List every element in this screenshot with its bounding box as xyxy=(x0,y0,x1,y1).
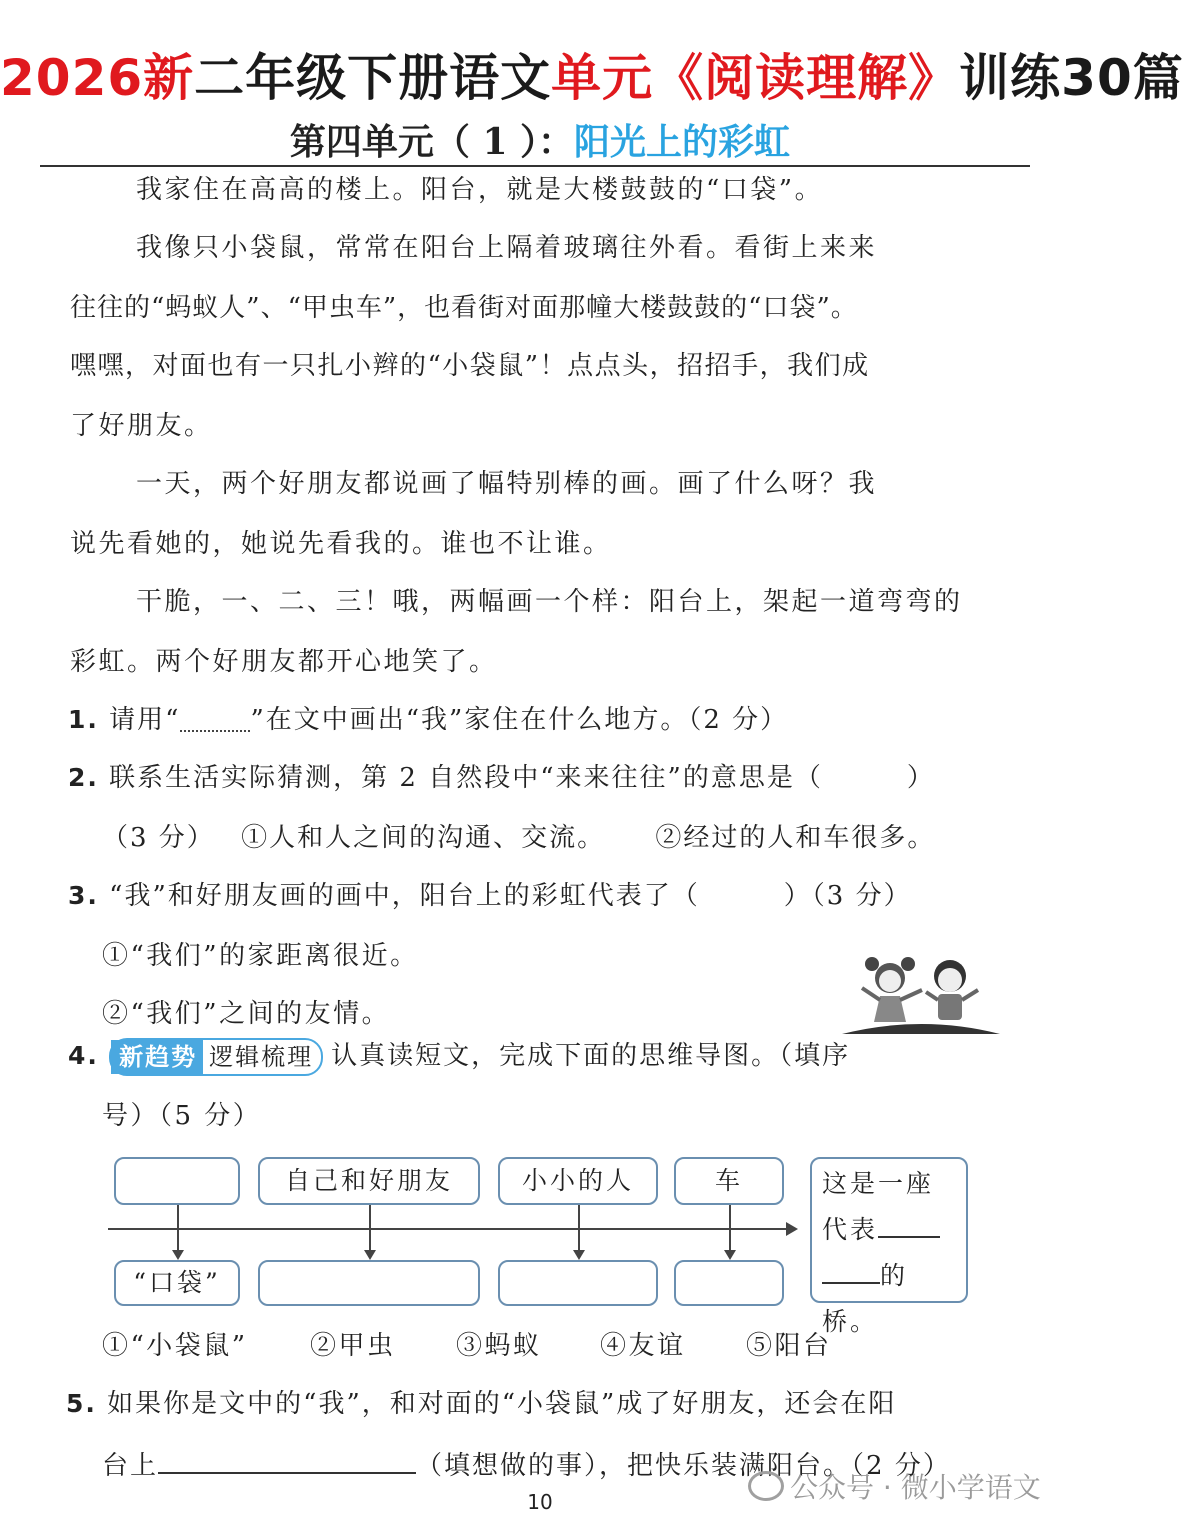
question-text: （填想做的事），把快乐装满阳台。（2 分） xyxy=(416,1451,951,1481)
conclusion-line xyxy=(822,1253,956,1345)
question-text: 联系生活实际猜测，第 2 自然段中“来来往往”的意思是（ ） xyxy=(109,763,935,793)
question-number: 4. xyxy=(68,1041,99,1070)
question-4 xyxy=(68,1036,850,1076)
heading-divider xyxy=(40,165,1030,167)
question-2-options xyxy=(102,818,935,858)
lesson-unit: 第四单元（ 1 ）： xyxy=(289,121,575,163)
mindmap-option: ⑤阳台 xyxy=(746,1331,832,1361)
new-trend-badge xyxy=(109,1038,323,1076)
mindmap-axis xyxy=(108,1228,790,1230)
question-text: 台上 xyxy=(102,1451,159,1481)
watermark xyxy=(748,1466,1041,1506)
option-1: ①“我们”的家距离很近。 xyxy=(102,941,419,971)
mindmap-top-box: 车 xyxy=(674,1157,784,1205)
question-text: “我”和好朋友画的画中，阳台上的彩虹代表了（ ）（3 分） xyxy=(109,881,912,911)
connector-line xyxy=(369,1205,371,1251)
page-number: 10 xyxy=(527,1490,553,1514)
question-text: ”在文中画出“我”家住在什么地方。（2 分） xyxy=(250,705,789,735)
title-part-unit: 单元《阅读理解》 xyxy=(551,49,960,107)
answer-blank[interactable] xyxy=(878,1208,940,1238)
passage-line: 彩虹。两个好朋友都开心地笑了。 xyxy=(70,647,498,677)
mindmap-blank-box[interactable] xyxy=(114,1157,240,1205)
question-text: 如果你是文中的“我”，和对面的“小袋鼠”成了好朋友，还会在阳 xyxy=(107,1389,897,1419)
mindmap-bottom-box: “口袋” xyxy=(114,1260,240,1306)
question-text: 请用“ xyxy=(109,705,181,735)
passage-line: 说先看她的，她说先看我的。谁也不让谁。 xyxy=(70,529,612,559)
conclusion-text: 的桥。 xyxy=(822,1261,909,1336)
mindmap-conclusion-box xyxy=(810,1157,968,1336)
title-part-grade: 二年级下册语文 xyxy=(194,49,552,107)
mindmap-top-box: 小小的人 xyxy=(498,1157,658,1205)
conclusion-line: 这是一座 xyxy=(822,1169,935,1198)
mindmap-blank-box[interactable] xyxy=(258,1260,480,1306)
wechat-icon xyxy=(748,1471,784,1501)
mindmap-option: ③蚂蚁 xyxy=(456,1331,542,1361)
question-text: 认真读短文，完成下面的思维导图。（填序 xyxy=(331,1041,851,1071)
arrow-down-icon xyxy=(724,1250,736,1260)
wavy-line-mark xyxy=(180,706,250,732)
conclusion-line xyxy=(822,1207,956,1253)
mindmap-option: ④友谊 xyxy=(600,1331,686,1361)
question-score: （3 分） xyxy=(102,823,215,853)
question-number: 2. xyxy=(68,763,99,792)
option-1: ①人和人之间的沟通、交流。 xyxy=(241,823,606,853)
connector-line xyxy=(578,1205,580,1251)
arrow-down-icon xyxy=(364,1250,376,1260)
mindmap-blank-box[interactable] xyxy=(498,1260,658,1306)
option-2: ②“我们”之间的友情。 xyxy=(102,999,391,1029)
connector-line xyxy=(177,1205,179,1251)
passage-line: 我家住在高高的楼上。阳台，就是大楼鼓鼓的“口袋”。 xyxy=(136,175,824,205)
arrow-head-icon xyxy=(786,1222,798,1236)
answer-blank[interactable] xyxy=(822,1254,880,1284)
question-2 xyxy=(68,758,935,798)
question-number: 1. xyxy=(68,705,99,734)
badge-topic: 逻辑梳理 xyxy=(209,1043,314,1071)
arrow-down-icon xyxy=(573,1250,585,1260)
mindmap-option: ②甲虫 xyxy=(310,1331,396,1361)
mindmap-option: ①“小袋鼠” xyxy=(102,1331,248,1361)
question-number: 3. xyxy=(68,881,99,910)
question-5 xyxy=(66,1384,896,1424)
title-part-year: 2026新 xyxy=(0,49,195,107)
watermark-text: 公众号 · 微小学语文 xyxy=(790,1471,1041,1504)
passage-line: 了好朋友。 xyxy=(70,411,213,441)
answer-blank[interactable] xyxy=(158,1442,416,1474)
conclusion-text: 代表 xyxy=(822,1215,879,1244)
passage-line: 嘿嘿，对面也有一只扎小辫的“小袋鼠”！点点头，招招手，我们成 xyxy=(70,351,870,381)
option-2: ②经过的人和车很多。 xyxy=(655,823,936,853)
connector-line xyxy=(729,1205,731,1251)
lesson-heading xyxy=(0,112,1080,172)
question-1 xyxy=(68,700,788,740)
passage-line: 干脆，一、二、三！哦，两幅画一个样：阳台上，架起一道弯弯的 xyxy=(136,587,963,617)
page-title xyxy=(0,38,1184,118)
passage-line: 我像只小袋鼠，常常在阳台上隔着玻璃往外看。看街上来来 xyxy=(136,233,878,263)
mindmap-blank-box[interactable] xyxy=(674,1260,784,1306)
lesson-name: 阳光上的彩虹 xyxy=(574,121,791,163)
title-part-count: 训练30篇 xyxy=(959,49,1184,107)
mindmap-top-box: 自己和好朋友 xyxy=(258,1157,480,1205)
question-number: 5. xyxy=(66,1389,97,1418)
children-illustration xyxy=(842,948,1000,1034)
arrow-down-icon xyxy=(172,1250,184,1260)
badge-label: 新趋势 xyxy=(111,1040,203,1074)
question-text: 号）（5 分） xyxy=(102,1101,262,1131)
question-3 xyxy=(68,876,912,916)
passage-line: 一天，两个好朋友都说画了幅特别棒的画。画了什么呀？我 xyxy=(136,469,878,499)
passage-line: 往往的“蚂蚁人”、“甲虫车”，也看街对面那幢大楼鼓鼓的“口袋”。 xyxy=(70,293,858,323)
